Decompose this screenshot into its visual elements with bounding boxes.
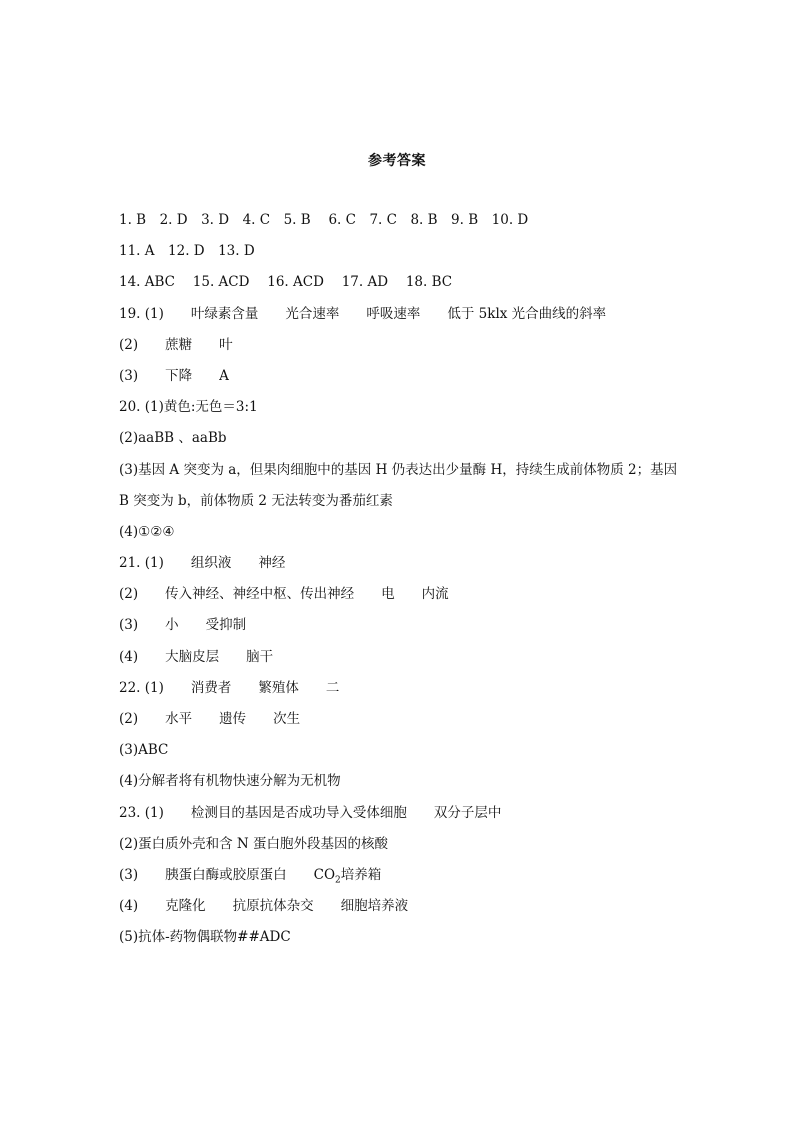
answer-list — [119, 205, 699, 954]
answer-line-6: (3) 下降 A — [119, 367, 229, 384]
answer-line-5: (2) 蔗糖 叶 — [119, 336, 233, 353]
answer-line-22 — [119, 860, 699, 891]
answer-line-3: 14. ABC 15. ACD 16. ACD 17. AD 18. BC — [119, 274, 453, 291]
answer-line-17: (2) 水平 遗传 次生 — [119, 711, 301, 727]
answer-line-20: 23. (1) 检测目的基因是否成功导入受体细胞 双分子层中 — [119, 804, 502, 821]
answer-line-1: 1. B 2. D 3. D 4. C 5. B 6. C 7. C 8. B 9. B 10. D — [119, 212, 529, 228]
answer-line-13: (2) 传入神经、神经中枢、传出神经 电 内流 — [119, 586, 449, 603]
answer-line-22-text: (3) 胰蛋白酶或胶原蛋白 CO — [119, 866, 336, 883]
co2-subscript: 2 — [335, 875, 341, 886]
answer-line-2: 11. A 12. D 13. D — [119, 243, 255, 260]
answer-line-16: 22. (1) 消费者 繁殖体 二 — [119, 679, 340, 696]
answer-line-23: (4) 克隆化 抗原抗体杂交 细胞培养液 — [119, 898, 409, 915]
answer-line-15: (4) 大脑皮层 脑干 — [119, 648, 274, 665]
answer-line-8: (2)aaBB 、aaBb — [119, 430, 227, 447]
answer-line-10: B 突变为 b，前体物质 2 无法转变为番茄红素 — [119, 492, 393, 509]
page-title: 参考答案 — [368, 153, 426, 169]
answer-line-24: (5)抗体-药物偶联物##ADC — [119, 929, 291, 946]
answer-line-19: (4)分解者将有机物快速分解为无机物 — [119, 773, 341, 790]
answer-line-9: (3)基因 A 突变为 a，但果肉细胞中的基因 H 仍表达出少量酶 H，持续生成前体物质 2；基因 — [119, 461, 678, 478]
answer-line-21: (2)蛋白质外壳和含 N 蛋白胞外段基因的核酸 — [119, 835, 389, 852]
answer-line-11: (4)①②④ — [119, 523, 175, 540]
answer-line-4: 19. (1) 叶绿素含量 光合速率 呼吸速率 低于 5klx 光合曲线的斜率 — [119, 305, 607, 322]
answer-line-14: (3) 小 受抑制 — [119, 617, 247, 634]
answer-line-7: 20. (1)黄色:无色＝3:1 — [119, 399, 258, 416]
answer-line-22-tail: 培养箱 — [340, 866, 382, 883]
answer-line-18: (3)ABC — [119, 742, 169, 759]
answer-line-12: 21. (1) 组织液 神经 — [119, 555, 286, 572]
